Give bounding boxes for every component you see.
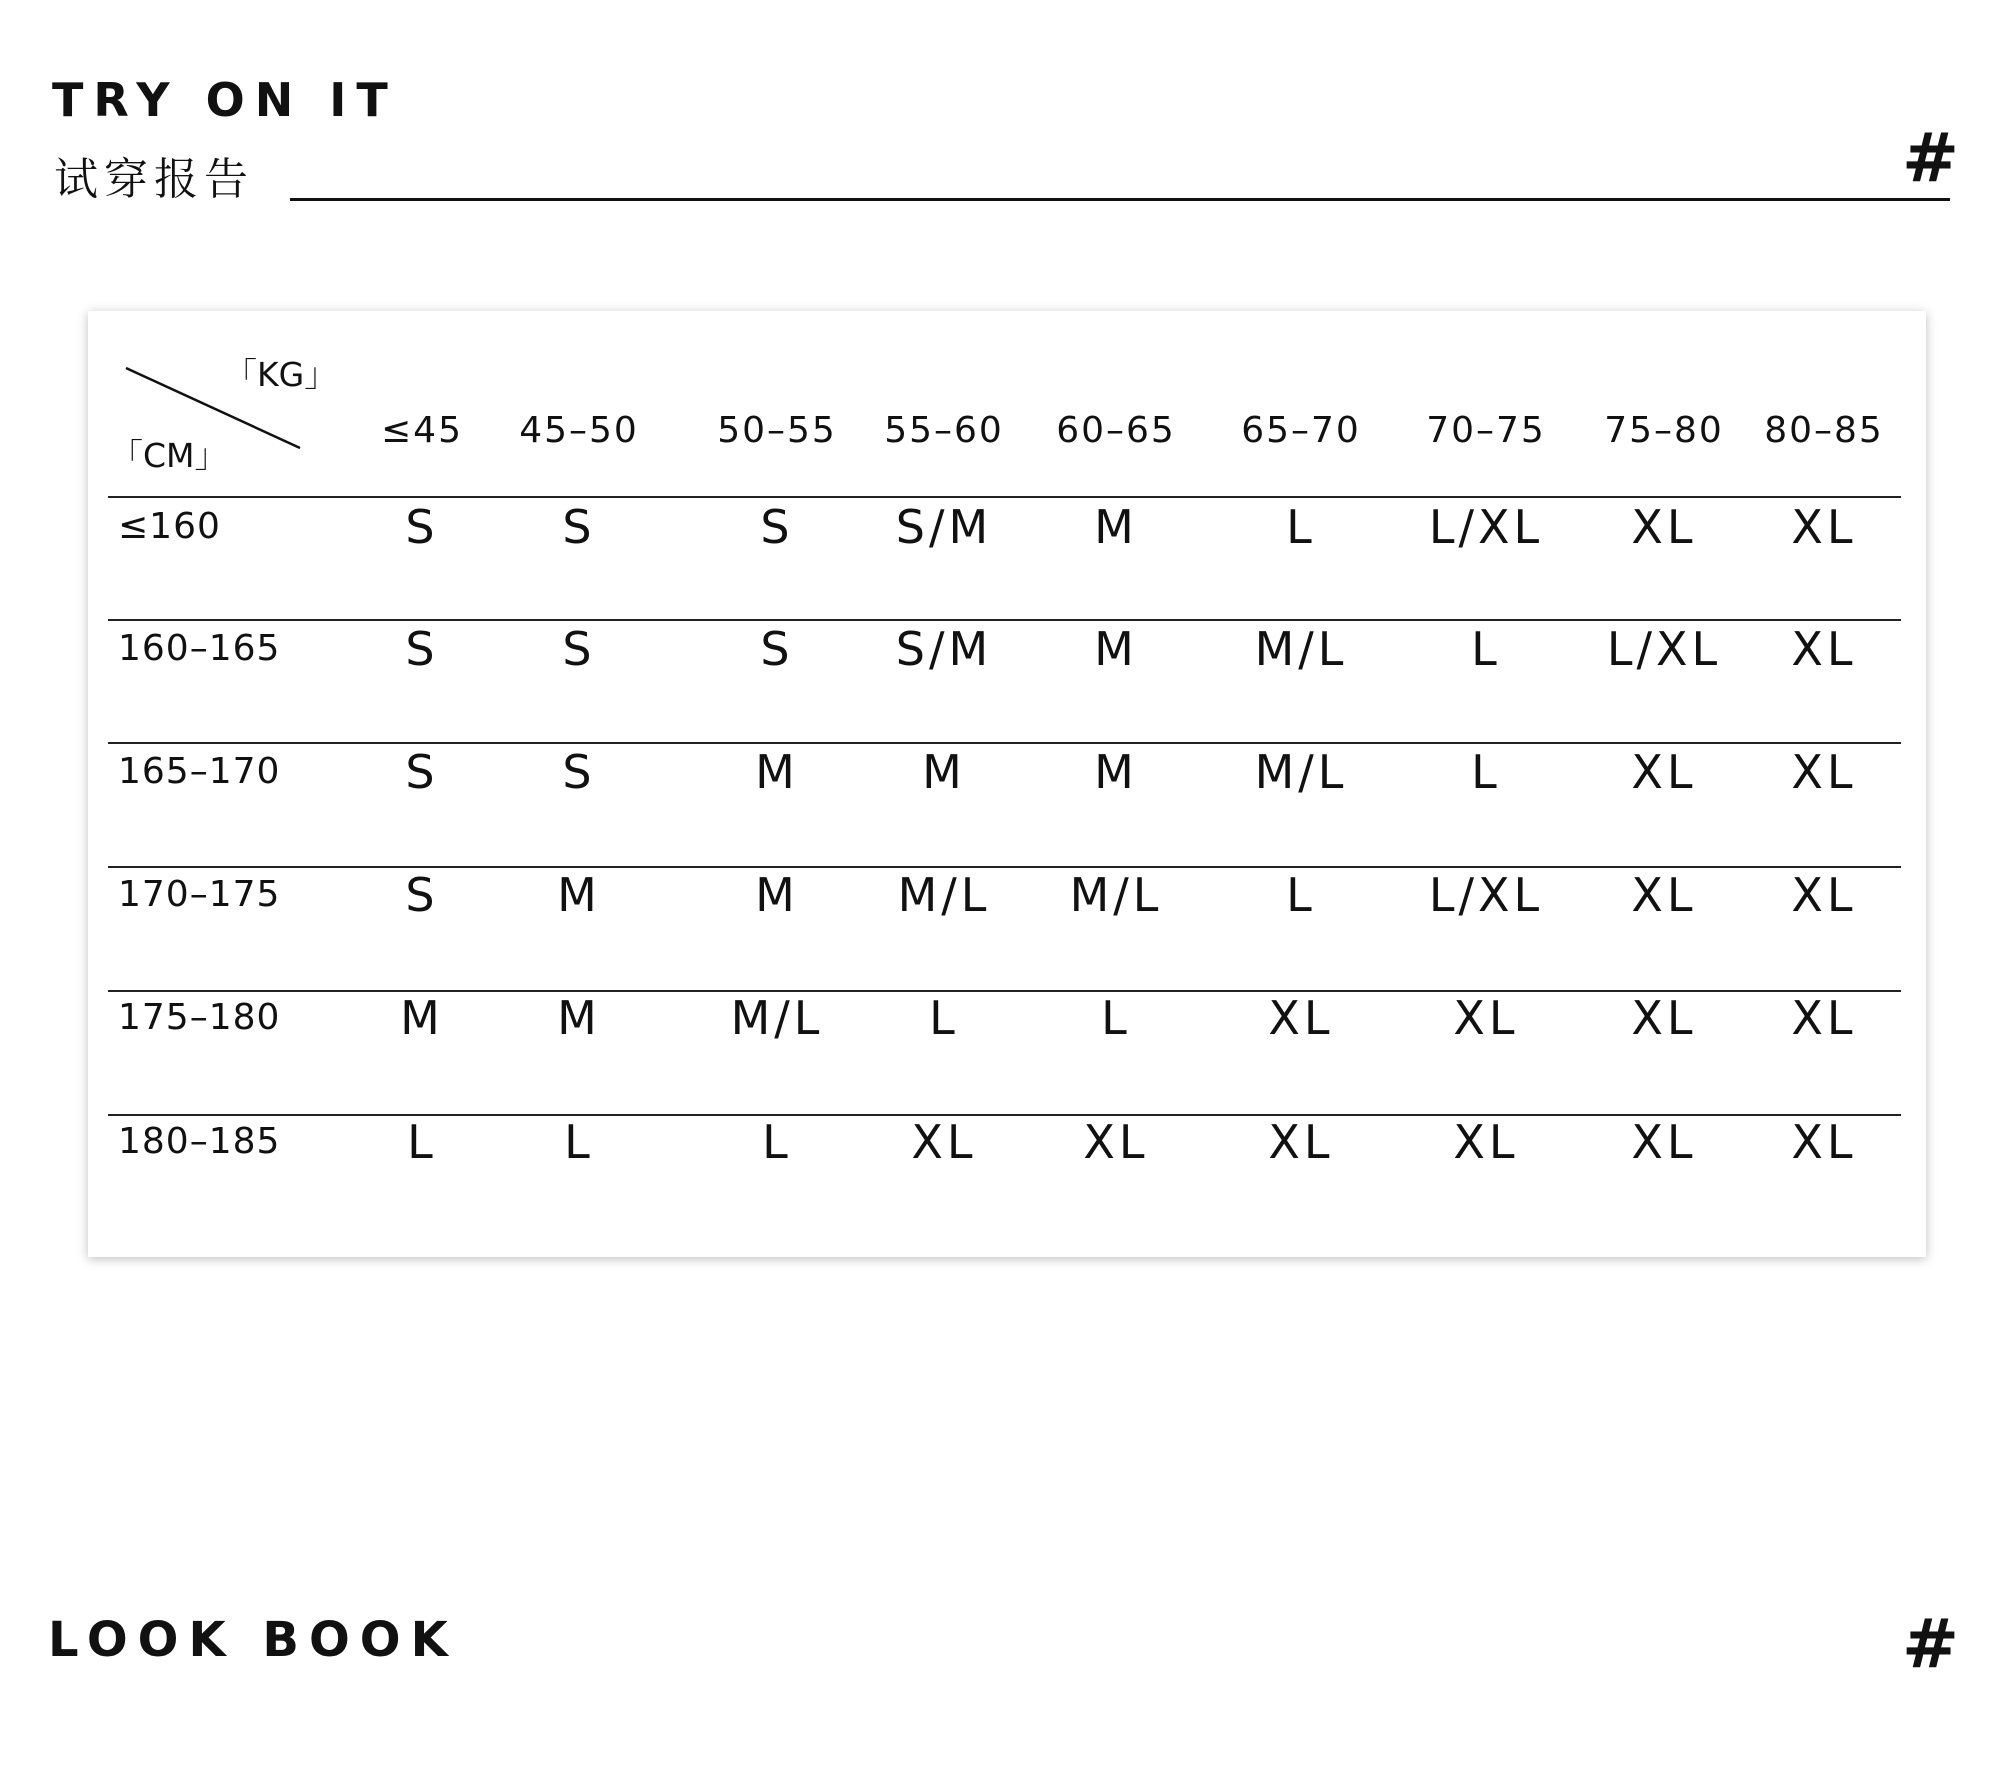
- size-cell: M/L: [1254, 745, 1348, 799]
- weight-range-header: 65–70: [1241, 410, 1361, 451]
- row-divider: [108, 619, 1901, 621]
- size-cell: L: [1101, 991, 1131, 1045]
- weight-unit-label: 「KG」: [224, 355, 338, 394]
- size-cell: M/L: [897, 868, 991, 922]
- height-range-label: 165–170: [118, 751, 281, 792]
- size-cell: L/XL: [1428, 868, 1544, 922]
- height-range-label: 180–185: [118, 1121, 281, 1162]
- size-cell: XL: [1791, 868, 1857, 922]
- size-cell: S: [405, 868, 439, 922]
- size-cell: XL: [1268, 1115, 1334, 1169]
- size-cell: M/L: [1254, 622, 1348, 676]
- height-range-label: ≤160: [118, 506, 221, 547]
- height-unit-label: 「CM」: [110, 436, 228, 475]
- weight-range-header: 60–65: [1056, 410, 1176, 451]
- size-cell: XL: [1791, 622, 1857, 676]
- size-cell: M: [1094, 745, 1138, 799]
- hash-icon: #: [1902, 1605, 1959, 1684]
- size-cell: M: [755, 868, 799, 922]
- size-cell: M: [557, 991, 601, 1045]
- size-cell: XL: [1791, 745, 1857, 799]
- size-chart-card: [88, 311, 1926, 1257]
- weight-range-header: 55–60: [884, 410, 1004, 451]
- size-cell: XL: [1631, 1115, 1697, 1169]
- size-cell: S: [405, 745, 439, 799]
- size-cell: M: [755, 745, 799, 799]
- size-cell: M: [1094, 500, 1138, 554]
- size-cell: M/L: [730, 991, 824, 1045]
- size-cell: XL: [1631, 868, 1697, 922]
- size-cell: L: [1471, 622, 1501, 676]
- hash-icon: #: [1902, 119, 1959, 198]
- size-cell: M/L: [1069, 868, 1163, 922]
- weight-range-header: 75–80: [1604, 410, 1724, 451]
- row-divider: [108, 496, 1901, 498]
- size-cell: XL: [1791, 1115, 1857, 1169]
- size-cell: L: [929, 991, 959, 1045]
- size-cell: S: [760, 500, 794, 554]
- size-cell: L: [407, 1115, 437, 1169]
- size-cell: XL: [1268, 991, 1334, 1045]
- size-cell: L/XL: [1428, 500, 1544, 554]
- size-cell: M: [1094, 622, 1138, 676]
- size-cell: L: [1286, 500, 1316, 554]
- weight-range-header: 80–85: [1764, 410, 1884, 451]
- weight-range-header: 50–55: [717, 410, 837, 451]
- size-cell: L: [564, 1115, 594, 1169]
- size-cell: XL: [1453, 1115, 1519, 1169]
- try-on-title: TRY ON IT: [52, 73, 398, 127]
- size-cell: L: [1471, 745, 1501, 799]
- height-range-label: 175–180: [118, 997, 281, 1038]
- size-cell: XL: [911, 1115, 977, 1169]
- size-cell: S: [760, 622, 794, 676]
- size-cell: L: [762, 1115, 792, 1169]
- weight-range-header: ≤45: [381, 410, 463, 451]
- size-cell: S: [562, 622, 596, 676]
- height-range-label: 160–165: [118, 628, 281, 669]
- weight-range-header: 70–75: [1426, 410, 1546, 451]
- size-cell: XL: [1453, 991, 1519, 1045]
- look-book-title: LOOK BOOK: [48, 1612, 458, 1668]
- size-cell: L/XL: [1606, 622, 1722, 676]
- row-divider: [108, 742, 1901, 744]
- size-cell: XL: [1631, 500, 1697, 554]
- size-cell: S/M: [895, 500, 993, 554]
- size-cell: XL: [1791, 991, 1857, 1045]
- try-on-subtitle: 试穿报告: [54, 154, 254, 205]
- height-range-label: 170–175: [118, 874, 281, 915]
- header-rule: [290, 198, 1950, 201]
- size-cell: L: [1286, 868, 1316, 922]
- size-cell: XL: [1791, 500, 1857, 554]
- size-cell: M: [400, 991, 444, 1045]
- size-cell: S: [405, 500, 439, 554]
- size-cell: S: [405, 622, 439, 676]
- size-cell: M: [922, 745, 966, 799]
- size-cell: M: [557, 868, 601, 922]
- size-cell: S: [562, 745, 596, 799]
- size-cell: XL: [1631, 991, 1697, 1045]
- size-cell: S: [562, 500, 596, 554]
- size-cell: XL: [1083, 1115, 1149, 1169]
- size-cell: S/M: [895, 622, 993, 676]
- size-cell: XL: [1631, 745, 1697, 799]
- weight-range-header: 45–50: [519, 410, 639, 451]
